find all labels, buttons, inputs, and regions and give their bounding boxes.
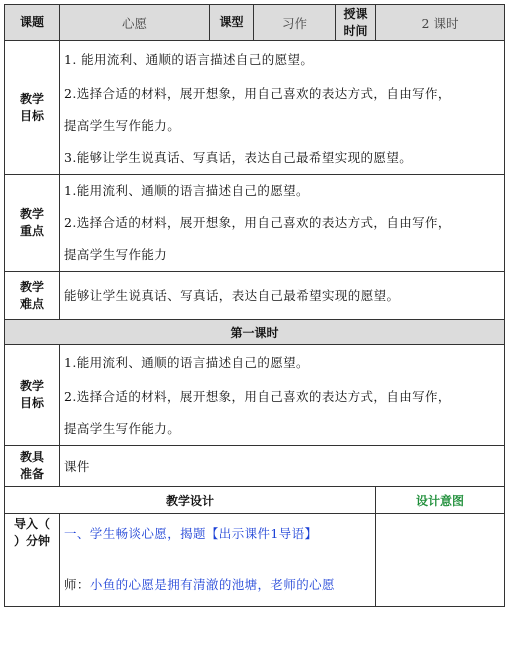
time-label: 授课时间 bbox=[336, 5, 376, 41]
courseware-tag: 【出示课件1导语】 bbox=[205, 526, 318, 541]
teacher-text: 小鱼的心愿是拥有清澈的池塘，老师的心愿 bbox=[89, 577, 335, 592]
goals-line: 1. 能用流利、通顺的语言描述自己的愿望。 bbox=[64, 52, 314, 67]
key-points-row bbox=[5, 175, 505, 272]
lesson1-title-row bbox=[5, 320, 505, 345]
goals-content bbox=[60, 41, 505, 175]
topic-value: 心愿 bbox=[60, 5, 210, 41]
lesson-plan-table bbox=[4, 4, 505, 607]
design-header-row bbox=[5, 487, 505, 514]
key-point-line: 2.选择合适的材料，展开想象，用自己喜欢的表达方式，自由写作， bbox=[64, 215, 451, 230]
lesson1-goals-content bbox=[60, 345, 505, 446]
hours-value: 2 课时 bbox=[376, 5, 505, 41]
prep-row bbox=[5, 446, 505, 487]
intro-heading-text: 一、学生畅谈心愿，揭题 bbox=[64, 526, 206, 541]
lesson1-goal-line: 提高学生写作能力。 bbox=[64, 421, 181, 436]
topic-label: 课题 bbox=[5, 5, 60, 41]
type-label: 课型 bbox=[210, 5, 254, 41]
difficulty-text: 能够让学生说真话、写真话，表达自己最希望实现的愿望。 bbox=[60, 272, 505, 320]
intro-heading bbox=[64, 514, 375, 558]
lesson1-goal-line: 2.选择合适的材料，展开想象，用自己喜欢的表达方式，自由写作， bbox=[64, 389, 451, 404]
key-point-line: 1.能用流利、通顺的语言描述自己的愿望。 bbox=[64, 183, 309, 198]
goals-line: 2.选择合适的材料，展开想象，用自己喜欢的表达方式，自由写作， bbox=[64, 86, 451, 101]
goals-line: 3.能够让学生说真话、写真话，表达自己最希望实现的愿望。 bbox=[64, 150, 413, 165]
key-point-line: 提高学生写作能力 bbox=[64, 247, 168, 262]
goals-label: 教学目标 bbox=[5, 41, 60, 175]
goals-row bbox=[5, 41, 505, 175]
header-row bbox=[5, 5, 505, 41]
prep-label: 教具准备 bbox=[5, 446, 60, 487]
difficulty-label: 教学难点 bbox=[5, 272, 60, 320]
intent-label: 设计意图 bbox=[376, 487, 505, 514]
lesson1-goals-row bbox=[5, 345, 505, 446]
intro-row bbox=[5, 514, 505, 607]
intro-intent bbox=[376, 514, 505, 607]
lesson1-title: 第一课时 bbox=[5, 320, 505, 345]
goals-line: 提高学生写作能力。 bbox=[64, 118, 181, 133]
lesson1-goal-line: 1.能用流利、通顺的语言描述自己的愿望。 bbox=[64, 355, 309, 370]
key-points-content bbox=[60, 175, 505, 272]
difficulty-row bbox=[5, 272, 505, 320]
teacher-prefix: 师： bbox=[64, 577, 90, 592]
teacher-line bbox=[64, 558, 375, 596]
intro-label: 导入（ ）分钟 bbox=[5, 514, 60, 607]
lesson1-goals-label: 教学目标 bbox=[5, 345, 60, 446]
key-points-label: 教学重点 bbox=[5, 175, 60, 272]
prep-value: 课件 bbox=[60, 446, 505, 487]
type-value: 习作 bbox=[254, 5, 336, 41]
design-label: 教学设计 bbox=[5, 487, 376, 514]
intro-content bbox=[60, 514, 376, 607]
